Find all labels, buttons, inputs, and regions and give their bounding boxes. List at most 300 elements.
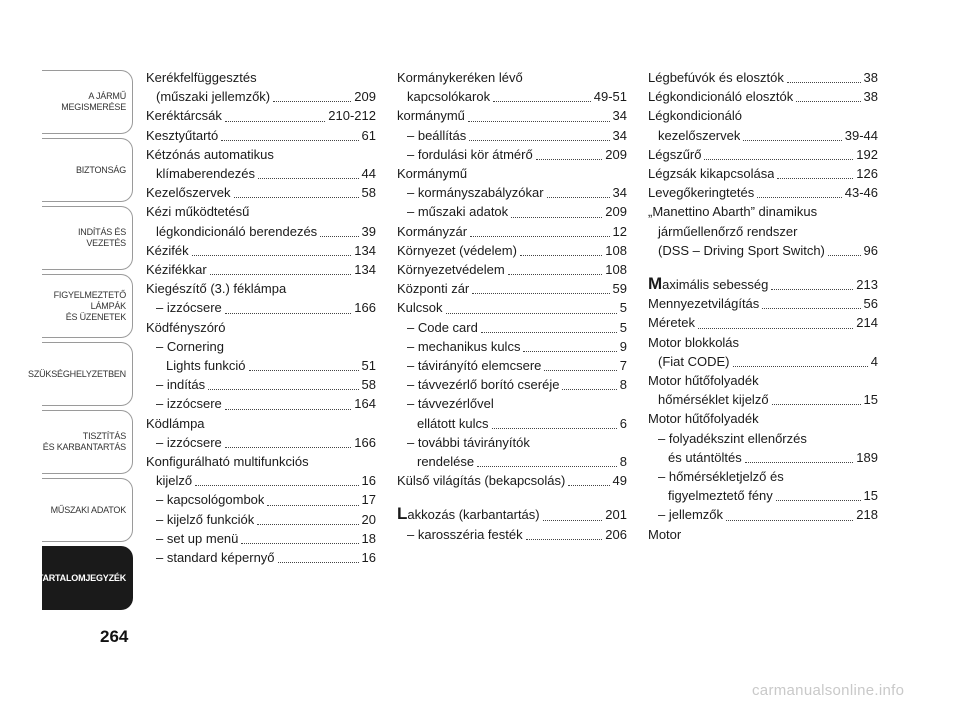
page-reference: 214 [856, 315, 878, 331]
index-entry-label: Környezet (védelem) [397, 242, 517, 258]
index-entry-text [397, 279, 469, 298]
index-entry-text [407, 126, 466, 145]
index-entry-label: – Code card [407, 319, 478, 335]
dot-leader [772, 404, 861, 405]
index-entry [397, 87, 627, 106]
index-entry [397, 414, 627, 433]
index-entry-text [397, 241, 517, 260]
section-tab-1[interactable]: BIZTONSÁG [42, 138, 133, 202]
index-heading: Kiegészítő (3.) féklámpa [146, 281, 287, 297]
page-reference: 213 [856, 277, 878, 293]
index-entry-text [648, 274, 768, 294]
index-entry-text [156, 87, 270, 106]
index-letter: M [648, 274, 663, 294]
page-reference: 17 [361, 492, 376, 508]
index-entry [146, 471, 376, 490]
index-entry-label: hőmérséklet kijelző [658, 392, 769, 408]
index-entry-label: – műszaki adatok [407, 204, 509, 220]
dot-leader [258, 178, 359, 179]
index-entry-label: – izzócsere [156, 396, 222, 412]
index-entry-text [417, 452, 474, 471]
index-entry-label: – jellemzők [658, 507, 724, 523]
index-entry [648, 274, 878, 294]
page-reference: 9 [619, 338, 627, 354]
index-entry-label: aximális sebesség [662, 277, 769, 293]
index-entry-text [668, 486, 773, 505]
index-entry-label: Külső világítás (bekapcsolás) [397, 473, 566, 489]
index-heading: Ködlámpa [146, 415, 205, 431]
index-entry [146, 260, 376, 279]
index-entry [648, 505, 878, 524]
dot-leader [468, 121, 610, 122]
page-reference: 51 [361, 358, 376, 374]
dot-leader [733, 366, 868, 367]
index-entry [146, 510, 376, 529]
dot-leader [225, 409, 352, 410]
index-entry-label: – kapcsológombok [156, 492, 265, 508]
index-gap [648, 260, 878, 274]
page-reference: 34 [612, 185, 627, 201]
index-entry-label: kormánymű [397, 108, 465, 124]
index-entry-text [407, 337, 520, 356]
index-heading: – távvezérlővel [407, 396, 494, 412]
page-reference: 134 [354, 262, 376, 278]
dot-leader [446, 313, 617, 314]
page-reference: 8 [619, 377, 627, 393]
dot-leader [241, 543, 358, 544]
index-entry-label: Kormányzár [397, 223, 468, 239]
index-entry-text [156, 529, 238, 548]
dot-leader [547, 197, 610, 198]
index-entry-text [407, 356, 541, 375]
index-entry-text [156, 298, 222, 317]
index-entry-label: – set up menü [156, 530, 239, 546]
page-reference: 15 [863, 488, 878, 504]
index-entry-text [397, 222, 467, 241]
index-entry-label: – kormányszabályzókar [407, 185, 544, 201]
index-entry-text [648, 68, 784, 87]
section-tab-3[interactable]: FIGYELMEZTETŐ LÁMPÁK ÉS ÜZENETEK [42, 274, 133, 338]
index-entry-text [397, 504, 540, 524]
index-entry [397, 504, 627, 524]
dot-leader [470, 236, 609, 237]
dot-leader [762, 308, 860, 309]
index-entry-text [648, 183, 754, 202]
dot-leader [469, 140, 609, 141]
page-reference: 8 [619, 454, 627, 470]
dot-leader [544, 370, 616, 371]
index-entry [397, 241, 627, 260]
page-reference: 134 [354, 242, 376, 258]
index-heading: Motor [648, 526, 682, 542]
page-reference: 189 [856, 449, 878, 465]
index-entry [397, 106, 627, 125]
index-entry-text [407, 145, 533, 164]
index-heading: Konfigurálható multifunkciós [146, 454, 309, 470]
index-heading: Kézi működtetésű [146, 204, 250, 220]
index-entry-label: Mennyezetvilágítás [648, 296, 760, 312]
index-entry-label: kijelző [156, 473, 193, 489]
index-entry [648, 241, 878, 260]
index-entry-label: Kesztyűtartó [146, 127, 219, 143]
dot-leader [704, 159, 853, 160]
dot-leader [726, 520, 853, 521]
index-entry-label: Kezelőszervek [146, 185, 231, 201]
index-entry-label: klímaberendezés [156, 166, 255, 182]
dot-leader [562, 389, 616, 390]
index-entry-text [166, 356, 246, 375]
index-entry-text [156, 394, 222, 413]
index-entry [397, 375, 627, 394]
page-reference: 192 [856, 146, 878, 162]
dot-leader [195, 485, 358, 486]
index-entry [397, 337, 627, 356]
index-entry [397, 279, 627, 298]
index-entry-label: Méretek [648, 315, 695, 331]
index-entry-text [648, 164, 774, 183]
dot-leader [787, 82, 861, 83]
dot-leader [477, 466, 617, 467]
page-reference: 49 [612, 473, 627, 489]
index-entry-text [417, 414, 489, 433]
index-entry [397, 318, 627, 337]
index-entry-label: – kijelző funkciók [156, 511, 255, 527]
page-reference: 209 [605, 204, 627, 220]
dot-leader [273, 101, 351, 102]
section-tab-5[interactable]: TISZTÍTÁS ÉS KARBANTARTÁS [42, 410, 133, 474]
dot-leader [511, 217, 602, 218]
page-number: 264 [100, 627, 129, 646]
section-tabs [28, 70, 133, 614]
index-entry-text [407, 183, 544, 202]
dot-leader [481, 332, 617, 333]
index-entry [146, 529, 376, 548]
dot-leader [210, 274, 352, 275]
index-entry-text [146, 106, 222, 125]
index-heading: Kerékfelfüggesztés [146, 70, 257, 85]
index-heading: Kormánymű [397, 166, 468, 182]
index-entry [146, 222, 376, 241]
index-entry-text [156, 433, 222, 452]
page-reference: 218 [856, 507, 878, 523]
index-heading: Kormánykeréken lévő [397, 70, 523, 85]
index-entry [397, 356, 627, 375]
section-tab-7[interactable]: TARTALOMJEGYZÉK [42, 546, 133, 610]
index-entry [648, 294, 878, 313]
index-entry-label: – karosszéria festék [407, 526, 523, 542]
page-reference: 58 [361, 377, 376, 393]
dot-leader [771, 289, 853, 290]
page-reference: 59 [612, 281, 627, 297]
index-entry-text [397, 298, 443, 317]
index-entry-label: – távvezérlő borító cseréje [407, 377, 560, 393]
page-reference: 43-46 [844, 185, 878, 201]
dot-leader [208, 389, 358, 390]
page-reference: 4 [870, 353, 878, 369]
index-heading: Kétzónás automatikus [146, 146, 274, 162]
page-reference: 15 [863, 392, 878, 408]
index-entry-label: Környezetvédelem [397, 262, 505, 278]
index-heading: „Manettino Abarth” dinamikus [648, 204, 818, 220]
index-entry [648, 126, 878, 145]
index-entry [397, 126, 627, 145]
dot-leader [568, 485, 609, 486]
index-entry-text [658, 241, 825, 260]
index-entry-text [407, 202, 508, 221]
dot-leader [320, 236, 358, 237]
page-reference: 38 [863, 70, 878, 85]
index-entry [146, 394, 376, 413]
dot-leader [225, 121, 325, 122]
index-entry-label: Levegőkeringtetés [648, 185, 755, 201]
index-entry-text [397, 260, 505, 279]
section-tab-0[interactable]: A JÁRMŰ MEGISMERÉSE [42, 70, 133, 134]
section-tab-6[interactable]: MŰSZAKI ADATOK [42, 478, 133, 542]
index-entry [146, 433, 376, 452]
index-entry [397, 298, 627, 317]
index-entry-label: – mechanikus kulcs [407, 338, 521, 354]
index-entry [146, 183, 376, 202]
page-reference: 164 [354, 396, 376, 412]
index-entry-label: – izzócsere [156, 434, 222, 450]
page-reference: 209 [354, 89, 376, 105]
index-entry-text [658, 352, 730, 371]
page-reference: 5 [619, 300, 627, 316]
dot-leader [472, 293, 609, 294]
index-letter: L [397, 504, 408, 524]
dot-leader [828, 255, 861, 256]
index-entry [146, 490, 376, 509]
page-reference: 44 [361, 166, 376, 182]
index-entry-label: (Fiat CODE) [658, 353, 730, 369]
index-heading: – hőmérsékletjelző és [658, 469, 784, 485]
index-entry [397, 145, 627, 164]
index-heading: – további távirányítók [407, 434, 530, 450]
index-entry-text [397, 471, 565, 490]
dot-leader [221, 140, 358, 141]
index-entry [146, 126, 376, 145]
index-entry-text [648, 87, 793, 106]
page-reference: 6 [619, 415, 627, 431]
page-reference: 96 [863, 242, 878, 258]
page-reference: 16 [361, 473, 376, 489]
page-reference: 206 [605, 526, 627, 542]
index-entry-label: légkondicionáló berendezés [156, 223, 318, 239]
index-entry [397, 260, 627, 279]
dot-leader [278, 562, 359, 563]
index-entry [648, 352, 878, 371]
page-reference: 38 [863, 89, 878, 105]
index-entry-text [156, 222, 317, 241]
index-entry-label: (DSS – Driving Sport Switch) [658, 242, 825, 258]
dot-leader [698, 328, 853, 329]
index-column-1 [146, 68, 376, 567]
index-entry-text [156, 510, 254, 529]
dot-leader [523, 351, 616, 352]
index-entry-label: Légbefúvók és elosztók [648, 70, 784, 85]
index-heading: – Cornering [156, 338, 224, 354]
index-entry [146, 298, 376, 317]
index-entry [146, 106, 376, 125]
index-column-3 [648, 68, 878, 544]
dot-leader [536, 159, 603, 160]
index-entry-text [156, 548, 275, 567]
dot-leader [493, 101, 591, 102]
index-entry-label: és utántöltés [668, 449, 742, 465]
dot-leader [526, 539, 603, 540]
index-gap [397, 490, 627, 504]
index-entry-text [658, 126, 740, 145]
index-entry [648, 486, 878, 505]
index-entry-label: Légszűrő [648, 146, 702, 162]
dot-leader [508, 274, 603, 275]
dot-leader [757, 197, 842, 198]
index-entry-text [397, 106, 465, 125]
index-entry-label: – fordulási kör átmérő [407, 146, 533, 162]
index-entry [397, 222, 627, 241]
index-entry-text [648, 313, 695, 332]
index-entry-text [156, 375, 205, 394]
index-entry-label: Légzsák kikapcsolása [648, 166, 775, 182]
page-reference: 39 [361, 223, 376, 239]
index-entry [648, 448, 878, 467]
index-entry [397, 525, 627, 544]
index-entry-label: Keréktárcsák [146, 108, 222, 124]
index-heading: Motor hűtőfolyadék [648, 411, 759, 427]
index-entry-text [156, 471, 192, 490]
index-entry-text [407, 318, 478, 337]
index-entry [146, 548, 376, 567]
index-entry-text [407, 87, 490, 106]
page-reference: 34 [612, 127, 627, 143]
index-entry-text [407, 525, 523, 544]
page-reference: 210-212 [328, 108, 376, 124]
index-entry [146, 375, 376, 394]
page-reference: 7 [619, 358, 627, 374]
index-entry-label: kezelőszervek [658, 127, 741, 143]
index-entry-label: – távirányító elemcsere [407, 358, 542, 374]
page-reference: 34 [612, 108, 627, 124]
index-heading: Légkondicionáló [648, 108, 742, 124]
index-entry-text [146, 183, 231, 202]
index-entry [648, 164, 878, 183]
index-entry-label: ellátott kulcs [417, 415, 489, 431]
page-reference: 5 [619, 319, 627, 335]
index-heading: – folyadékszint ellenőrzés [658, 430, 807, 446]
page-reference: 166 [354, 300, 376, 316]
index-entry-text [648, 294, 759, 313]
page-reference: 201 [605, 507, 627, 523]
index-entry-label: Kulcsok [397, 300, 443, 316]
page-reference: 18 [361, 530, 376, 546]
index-entry-text [658, 390, 769, 409]
index-entry-label: – standard képernyő [156, 550, 275, 566]
page-reference: 56 [863, 296, 878, 312]
dot-leader [192, 255, 352, 256]
index-entry [397, 183, 627, 202]
index-entry-label: rendelése [417, 454, 475, 470]
index-column-2 [397, 68, 627, 544]
page-reference: 16 [361, 550, 376, 566]
page-reference: 49-51 [593, 89, 627, 105]
index-entry-label: – izzócsere [156, 300, 222, 316]
dot-leader [257, 524, 358, 525]
index-entry [146, 87, 376, 106]
index-entry-text [156, 164, 255, 183]
index-entry-text [146, 126, 218, 145]
index-entry [648, 390, 878, 409]
page-reference: 20 [361, 511, 376, 527]
index-entry-text [407, 375, 559, 394]
section-tab-4[interactable]: SZÜKSÉGHELYZETBEN [42, 342, 133, 406]
page-reference: 108 [605, 242, 627, 258]
index-heading: járműellenőrző rendszer [658, 223, 798, 239]
index-entry-text [146, 260, 207, 279]
index-entry-text [668, 448, 742, 467]
index-entry-label: (műszaki jellemzők) [156, 89, 271, 105]
index-entry-label: Lights funkció [166, 358, 246, 374]
index-entry-text [146, 241, 189, 260]
page-reference: 108 [605, 262, 627, 278]
dot-leader [225, 313, 352, 314]
index-entry [146, 241, 376, 260]
dot-leader [796, 101, 860, 102]
index-entry-label: Kézifékkar [146, 262, 207, 278]
page-reference: 12 [612, 223, 627, 239]
index-entry [648, 145, 878, 164]
page-reference: 166 [354, 434, 376, 450]
index-entry-label: kapcsolókarok [407, 89, 491, 105]
index-entry [146, 164, 376, 183]
dot-leader [777, 178, 853, 179]
dot-leader [543, 520, 603, 521]
index-entry [648, 183, 878, 202]
page-reference: 209 [605, 146, 627, 162]
index-entry-label: – indítás [156, 377, 206, 393]
dot-leader [520, 255, 602, 256]
index-heading: Motor blokkolás [648, 334, 740, 350]
dot-leader [776, 500, 861, 501]
index-heading: Motor hűtőfolyadék [648, 373, 759, 389]
dot-leader [267, 505, 358, 506]
index-entry [648, 313, 878, 332]
watermark: carmanualsonline.info [752, 682, 905, 699]
index-entry [397, 202, 627, 221]
page-reference: 39-44 [844, 127, 878, 143]
index-entry-label: Központi zár [397, 281, 470, 297]
index-entry-text [658, 505, 723, 524]
page-reference: 61 [361, 127, 376, 143]
index-entry-label: Légkondicionáló elosztók [648, 89, 794, 105]
dot-leader [234, 197, 359, 198]
page-reference: 126 [856, 166, 878, 182]
section-tab-2[interactable]: INDÍTÁS ÉS VEZETÉS [42, 206, 133, 270]
dot-leader [492, 428, 617, 429]
index-entry-text [648, 145, 701, 164]
dot-leader [225, 447, 352, 448]
dot-leader [745, 462, 854, 463]
page-reference: 58 [361, 185, 376, 201]
index-entry [397, 452, 627, 471]
index-heading: Ködfényszóró [146, 319, 226, 335]
index-entry [397, 471, 627, 490]
index-entry [648, 68, 878, 87]
index-entry [146, 356, 376, 375]
index-entry-label: Kézifék [146, 242, 189, 258]
index-entry-text [156, 490, 264, 509]
dot-leader [743, 140, 841, 141]
index-entry [648, 87, 878, 106]
